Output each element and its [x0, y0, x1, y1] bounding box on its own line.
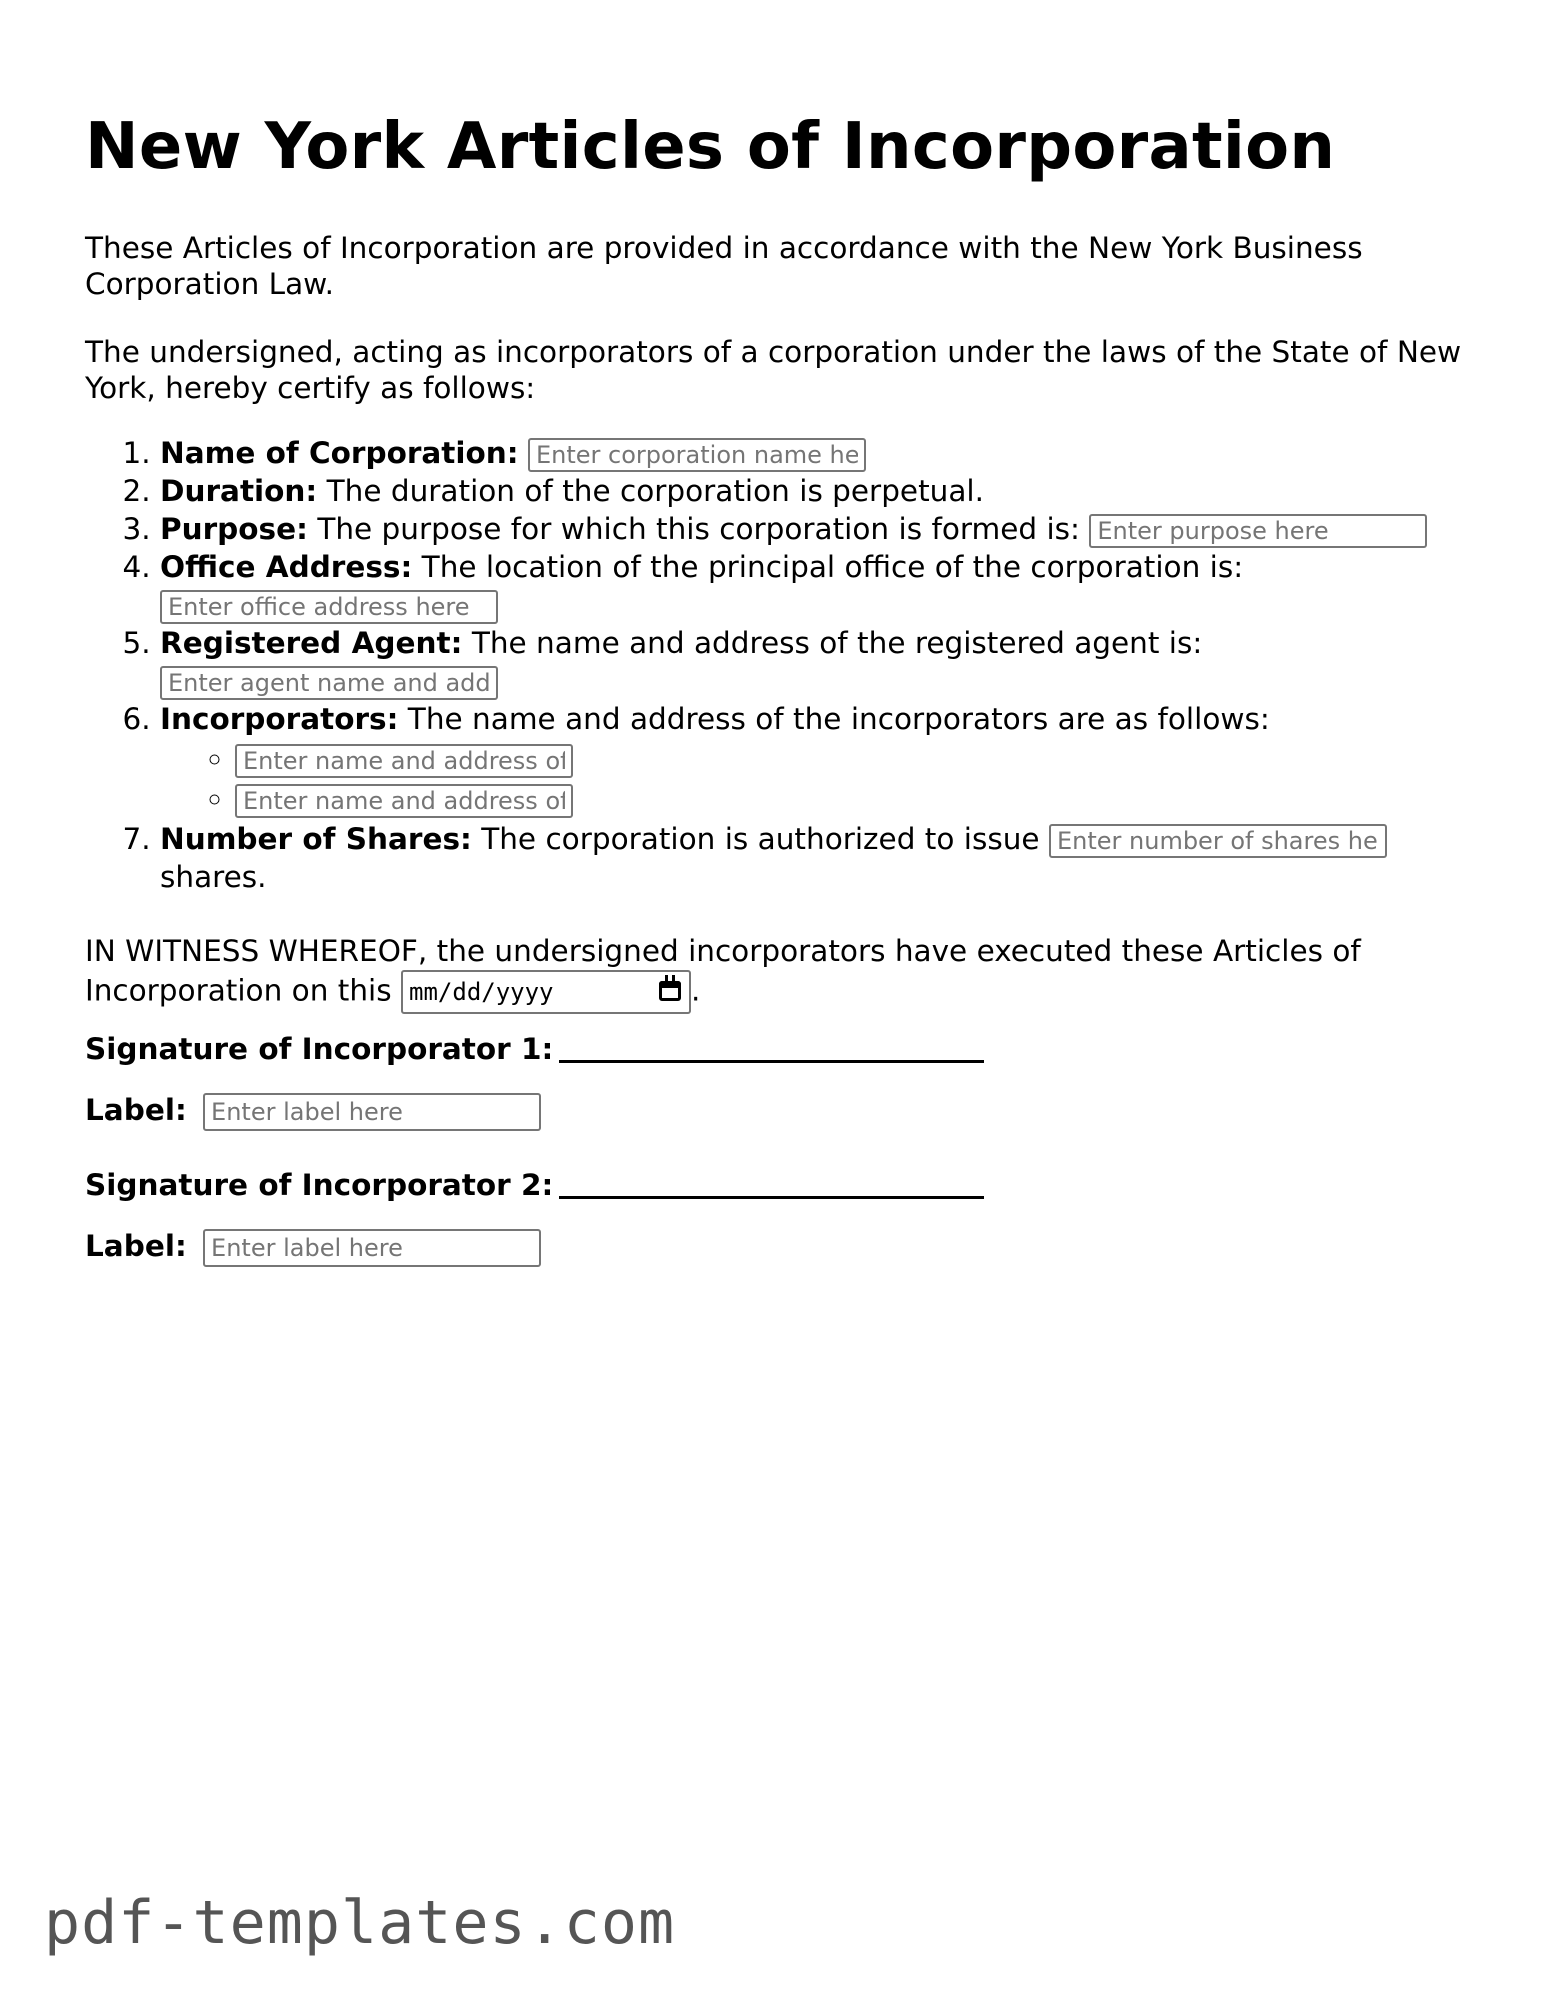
intro-paragraph: These Articles of Incorporation are provided in accordance with the New York Business Corporation Law.: [85, 231, 1363, 301]
document-page: [85, 0, 1465, 1014]
incorporator-2-input[interactable]: [235, 784, 573, 818]
corporation-name-input[interactable]: [528, 438, 866, 472]
signature-line[interactable]: [559, 1030, 984, 1063]
date-placeholder: mm/dd/yyyy: [409, 978, 554, 1006]
label-row-2: [85, 1228, 541, 1267]
certify-paragraph: The undersigned, acting as incorporators of a corporation under the laws of the State of New York, hereby certify as follows:: [85, 335, 1462, 405]
purpose-input[interactable]: [1089, 514, 1427, 548]
page-title: New York Articles of Incorporation: [85, 110, 1336, 184]
label-caption: Label:: [85, 1229, 187, 1263]
article-suffix: shares.: [160, 860, 267, 894]
articles-list: [85, 434, 1465, 896]
article-duration: [160, 472, 1465, 510]
article-text: The name and address of the incorporators are as follows:: [407, 702, 1270, 736]
label-1-input[interactable]: [203, 1093, 541, 1131]
article-label: Name of Corporation:: [160, 436, 519, 470]
label-caption: Label:: [85, 1093, 187, 1127]
calendar-icon[interactable]: [659, 981, 681, 1001]
shares-input[interactable]: [1049, 824, 1387, 858]
article-text: The duration of the corporation is perpetual.: [326, 474, 984, 508]
signature-line[interactable]: [559, 1166, 984, 1199]
witness-text: IN WITNESS WHEREOF, the undersigned incorporators have executed these Articles of Incorporation on this: [85, 934, 1361, 1008]
date-input[interactable]: [401, 970, 691, 1014]
article-purpose: [160, 510, 1465, 548]
list-item: [235, 740, 1465, 778]
article-label: Office Address:: [160, 550, 413, 584]
witness-end: .: [691, 973, 701, 1008]
article-incorporators: [160, 700, 1465, 818]
agent-input[interactable]: [160, 666, 498, 700]
incorporators-list: [160, 740, 1465, 818]
watermark: pdf-templates.com: [44, 1888, 676, 1958]
signature-row-1: [85, 1026, 984, 1067]
signature-label: Signature of Incorporator 1:: [85, 1032, 554, 1066]
label-2-input[interactable]: [203, 1229, 541, 1267]
witness-paragraph: [85, 932, 1465, 1014]
article-label: Number of Shares:: [160, 822, 472, 856]
article-office: [160, 548, 1465, 624]
signature-row-2: [85, 1162, 984, 1203]
article-text: The name and address of the registered agent is:: [471, 626, 1203, 660]
article-text: The location of the principal office of the corporation is:: [421, 550, 1244, 584]
signature-label: Signature of Incorporator 2:: [85, 1168, 554, 1202]
article-text: The purpose for which this corporation is formed is:: [317, 512, 1080, 546]
article-label: Incorporators:: [160, 702, 399, 736]
article-label: Purpose:: [160, 512, 308, 546]
article-label: Registered Agent:: [160, 626, 463, 660]
article-name: [160, 434, 1465, 472]
article-agent: [160, 624, 1465, 700]
list-item: [235, 780, 1465, 818]
article-label: Duration:: [160, 474, 318, 508]
incorporator-1-input[interactable]: [235, 744, 573, 778]
office-address-input[interactable]: [160, 590, 498, 624]
article-shares: [160, 820, 1465, 896]
label-row-1: [85, 1092, 541, 1131]
article-text: The corporation is authorized to issue: [481, 822, 1040, 856]
